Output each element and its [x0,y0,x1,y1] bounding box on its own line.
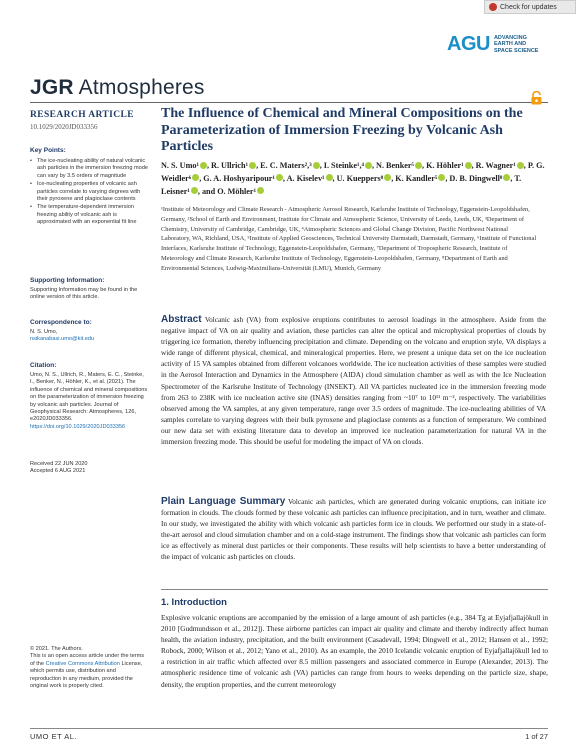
author-name: O. Möhler¹ [217,186,257,196]
received-date: Received 22 JUN 2020 [30,461,88,467]
author-name: N. S. Umo¹ [161,161,199,170]
agu-tagline-line: EARTH AND [493,41,527,48]
correspondence-heading: Correspondence to: [30,319,92,326]
footer-divider [30,728,548,729]
affiliations: ¹Institute of Meteorology and Climate Research - Atmospheric Aerosol Research, Karlsruhe Institute of Technology, Eggenstein-Leopoldshafen, Germany, ²School of Earth and Environment, Institute for Climate and Atmospheric Science, University of Leeds, Leeds, UK, ³Department of Chemistry, University of Cambridge, Cambridge, UK, ⁴Atmospheric Sciences and Global Change Division, Pacific Northwest National Laboratory, WA, Richland, USA, ⁵Institute of Applied Geosciences, Technical University Darmstadt, Darmstadt, Germany, ⁶Institute of Functional Interfaces, Karlsruhe Institute of Technology, Eggenstein-Leopoldshafen, Germany, ⁷Department of Tropospheric Research, Institute of Meteorology and Climate Research, Karlsruhe Institute of Technology, Eggenstein-Leopoldshafen, Germany, ⁸Department of Earth and Environmental Sciences, Ludwig-Maximilians-Universität (LMU), Munich, Germany [161,206,537,272]
journal-prefix: JGR [30,76,74,99]
citation-heading: Citation: [30,362,57,369]
copyright: © 2021. The Authors. [30,646,83,652]
accepted-date: Accepted 6 AUG 2021 [30,468,86,475]
author-name: T. Leisner¹ [161,173,522,196]
license-link[interactable]: Creative Commons Attribution [45,660,120,667]
orcid-icon[interactable] [276,174,283,181]
license-text-1: This is an open access article under the terms of the [30,653,145,667]
supporting-text: Supporting Information may be found in the online version of this article. [30,287,138,301]
doi[interactable]: 10.1029/2020JD033356 [30,123,98,131]
orcid-icon[interactable] [249,162,256,169]
orcid-icon[interactable] [465,162,472,169]
correspondence-email-link[interactable]: nsikanabasi.umo@kit.edu [30,336,95,343]
author-name: R. Wagner¹ [475,161,516,170]
agu-tagline [494,35,539,55]
orcid-icon[interactable] [192,174,199,181]
list-item: • The ice-nucleating ability of natural volcanic ash particles in the immersion freezing mode can vary by 3.5 orders of magnitude [30,158,148,180]
author-name: E. C. Maters²,³ [260,161,312,170]
article-type: RESEARCH ARTICLE [30,110,134,120]
section-divider [161,589,548,590]
orcid-icon[interactable] [313,162,320,169]
author-name: R. Ullrich¹ [211,161,249,170]
author-name: K. Kandler⁵ [395,173,438,183]
plain-language-summary [161,496,546,564]
abstract-text: Volcanic ash (VA) from explosive eruptions contributes to aerosol loadings in the atmosphere. Aside from the negative impact of VA on air quality and aviation, these particles can alter the optical and microphysical properties of clouds by triggering ice formation, thereby influencing precipitation and climate. Depending on the volcano and eruption style, VA displays a wide range of different physical, chemical, and mineralogical properties. Here, we present a unique data set on the ice nucleation activity of 15 VA samples obtained from different volcanoes worldwide. The ice nucleation activities of these samples were studied in the Aerosol Interaction and Dynamics in the Atmosphere (AIDA) cloud simulation chamber as well as with the Ice Nucleation Spectrometer of the Karlsruhe Institute of Technology (INSEKT). All VA particles nucleated ice in the immersion freezing mode from 263 to 238K with ice nucleation active site (INAS) densities ranging from ~10⁷ to 10¹¹ m⁻², respectively. The variabilities observed among the VA samples, at any given temperature, range over 3.5 orders of magnitude. The ice-nucleating abilities of VA samples correlate to varying degrees with their bulk pyroxene and plagioclase contents as a function of temperature. We combined our new data set with existing literature data to develop an improved ice nucleation parameterization for natural VA in the immersion freezing mode. This should be useful for modeling the impact of VA on clouds. [161,316,546,447]
citation [30,362,148,431]
check-for-updates-button[interactable] [484,0,576,14]
author-list: N. S. Umo¹ , R. Ullrich¹ , E. C. Maters²,³ , I. Steinke¹,⁴ , N. Benker⁵ , K. Höhler¹ , R. Wagner¹ , P. G. Weidler⁶ , G. A. Hoshyaripour¹ , A. Kiselev¹ , U. Kueppers⁸ , K. Kandler⁵ , D. B. Dingwell⁸ , T. Leisner¹ , and O. Möhler¹ [161,161,545,196]
orcid-icon[interactable] [517,162,524,169]
orcid-icon[interactable] [503,174,510,181]
author-name: U. Kueppers⁸ [336,173,384,183]
author-name: I. Steinke¹,⁴ [323,161,364,170]
agu-logo-text: AGU [447,33,490,55]
list-item: • Ice-nucleating properties of volcanic ash particles correlate to varying degrees with their pyroxene and plagioclase contents [30,181,148,203]
journal-name: Atmospheres [78,76,205,99]
key-points-list [30,158,148,227]
introduction-text: Explosive volcanic eruptions are accompanied by the emission of a large amount of ash particles (e.g., 384 Tg at Eyjafjallajökull in 2010 [Gudmundsson et al., 2012]). These airborne particles can impact air quality and climate and thereby indirectly affect human health, the aviation industry, precipitation, and the built environment (Casadevall, 1994; Dingwell et al., 2012; Hansen et al., 1992; Robock, 2000; Wilson et al., 2012; Yano et al., 2010). As an example, the 2010 Icelandic volcanic eruption of Eyjafjallajökull led to a restriction in air traffic which affected over 8.5 million passengers and associated commerce in Europe (Alexander, 2013). The atmospheric residence time of volcanic ash (VA) particles can range from hours to weeks depending on the particle size, shape, density, the eruption properties, and the current meteorology [161,614,548,689]
correspondence-name: N. S. Umo, [30,329,58,335]
author-name: D. B. Dingwell⁸ [449,173,503,183]
article-title: The Influence of Chemical and Mineral Compositions on the Parameterization of Immersion Freezing by Volcanic Ash Particles [161,106,523,154]
author-name: N. Benker⁵ [376,161,414,170]
license-text-2: License, which permits use, distribution and reproduction in any medium, provided the original work is properly cited. [30,660,143,690]
update-badge-icon [489,3,497,11]
orcid-icon[interactable] [257,187,264,194]
abstract [161,314,546,448]
agu-tagline-line: SPACE SCIENCE [493,47,539,54]
author-name: G. A. Hoshyaripour¹ [203,173,275,183]
author-name: P. G. Weidler⁶ [161,161,545,183]
footer-authors: UMO ET AL. [30,732,77,741]
correspondence [30,319,148,344]
page-number: 1 of 27 [525,732,548,741]
author-name: A. Kiselev¹ [286,173,325,183]
orcid-icon[interactable] [384,174,391,181]
key-points-heading: Key Points: [30,147,66,154]
pls-text: Volcanic ash particles, which are generated during volcanic eruptions, can initiate ice formation in clouds. The clouds formed by these volcanic ash particles can influence precipitation, and in turn, weather and climate. In our study, we investigated the ability with which volcanic ash particles form ice in clouds. We performed our study in a state-of-the-art aerosol and cloud simulation chamber and on a cold-stage instrument. The findings show that volcanic ash particles can form ice as effectively as mineral dust particles or their components. These results will help scientists to have a better understanding of the impact of volcanic ash particles on clouds. [161,498,546,562]
orcid-icon[interactable] [191,187,198,194]
orcid-icon[interactable] [415,162,422,169]
orcid-icon[interactable] [200,162,207,169]
abstract-heading: Abstract [161,314,202,325]
agu-logo [447,33,538,56]
open-access-icon [530,91,543,105]
agu-tagline-line: ADVANCING [493,34,527,41]
citation-text: Umo, N. S., Ullrich, R., Maters, E. C., Steinke, I., Benker, N., Höhler, K., et al. (2021). The influence of chemical and mineral compositions on the parameterization of immersion freezing by volcanic ash particles. Journal of Geophysical Research: Atmospheres, 126, e2020JD033356. [30,372,148,423]
supporting-heading: Supporting Information: [30,277,105,284]
orcid-icon[interactable] [365,162,372,169]
key-points [30,147,148,228]
journal-title [30,76,205,100]
orcid-icon[interactable] [326,174,333,181]
supporting-information [30,277,148,302]
list-item: • The temperature-dependent immersion freezing ability of volcanic ash is approximated with an exponential fit line [30,204,148,226]
article-dates [30,461,148,476]
header-divider [30,102,548,103]
introduction-heading: 1. Introduction [161,597,227,608]
license-text [30,653,148,690]
orcid-icon[interactable] [438,174,445,181]
citation-doi-link[interactable]: https://doi.org/10.1029/2020JD033356 [30,423,126,430]
author-name: K. Höhler¹ [426,161,464,170]
license [30,646,148,690]
check-updates-label: Check for updates [500,3,557,11]
pls-heading: Plain Language Summary [161,496,286,507]
